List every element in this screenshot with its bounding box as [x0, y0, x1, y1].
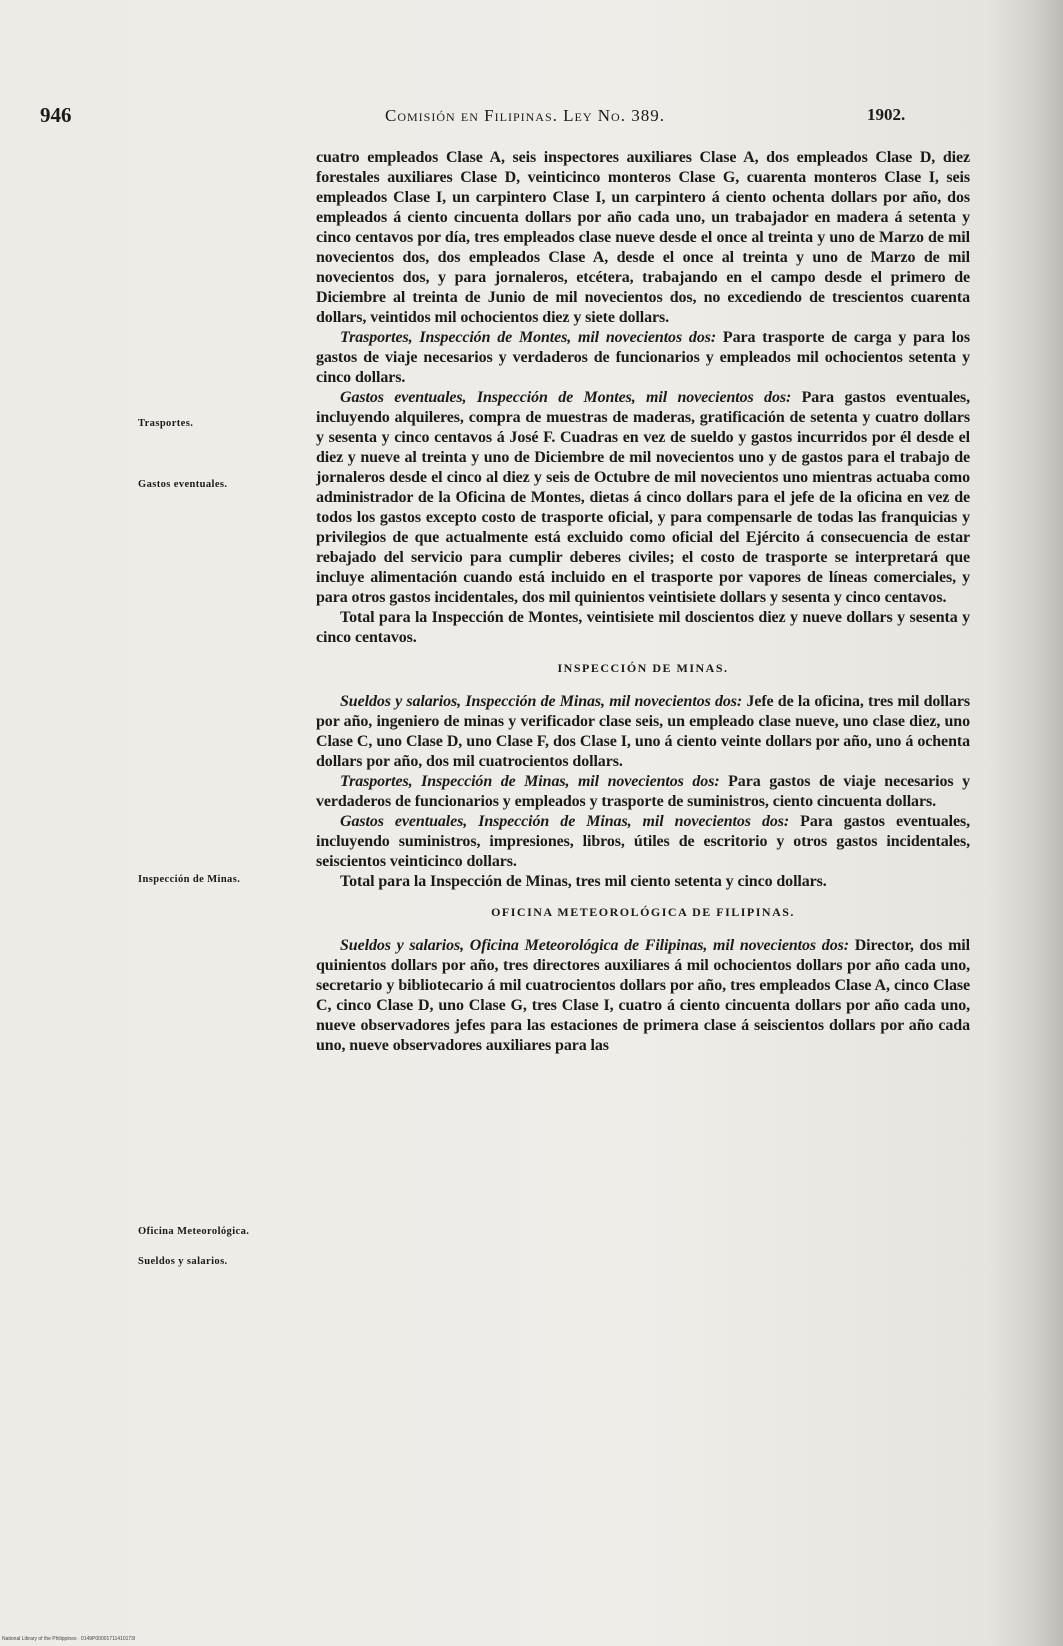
margin-note-gastos-eventuales: Gastos eventuales.	[138, 479, 228, 490]
section-heading-meteorologica: OFICINA METEOROLÓGICA DE FILIPINAS.	[491, 905, 795, 919]
paragraph-lead: Sueldos y salarios, Oficina Meteorológica de Filipinas, mil novecientos dos:	[340, 937, 849, 954]
paragraph-gastos-minas	[316, 812, 970, 872]
margin-note-oficina-meteorologica: Oficina Meteorológica.	[138, 1226, 250, 1237]
paragraph-text: Para gastos eventuales, incluyendo alquileres, compra de muestras de maderas, gratificación de setenta y cuatro dollars y sesenta y cinco centavos á José F. Cuadras en vez de sueldo y gastos incurridos por él desde el diez y nueve al treinta y uno de Diciembre de mil novecientos uno y de gastos para el trabajo de jornaleros desde el cinco al diez y seis de Octubre de mil novecientos uno mientras actuaba como administrador de la Oficina de Montes, dietas á cinco dollars para el jefe de la oficina en vez de todos los gastos excepto costo de trasporte oficial, y para compensarle de todas las franquicias y privilegios de que actualmente está excluido como oficial del Ejército á consecuencia de estar rebajado del servicio para cumplir deberes civiles; el costo de trasporte se interpretará que incluye alimentación cuando está incluido en el trasporte por vapores de líneas comerciales, y para otros gastos incidentales, dos mil quinientos veintisiete dollars y sesenta y cinco centavos.	[316, 389, 971, 606]
paragraph-sueldos-meteorologica	[316, 936, 970, 1056]
header-year: 1902.	[867, 105, 906, 124]
paragraph-gastos-montes	[316, 388, 970, 608]
paragraph-text: Director, dos mil quinientos dollars por año, tres directores auxiliares á mil ochocientos dollars por año cada uno, secretario y bibliotecario á mil cuatrocientos dollars por año, tres empleados Clase A, cinco Clase C, cinco Clase D, uno Clase G, tres Clase I, cuatro á ciento cincuenta dollars por año cada uno, nueve observadores jefes para las estaciones de primera clase á seiscientos dollars por año cada uno, nueve observadores auxiliares para las	[316, 937, 970, 1054]
paragraph-lead: Gastos eventuales, Inspección de Minas, mil novecientos dos:	[340, 813, 790, 830]
paragraph-text: Para gastos de viaje necesarios y verdaderos de funcionarios y empleados y trasporte de suministros, ciento cincuenta dollars.	[316, 773, 970, 810]
page-header	[40, 103, 950, 135]
paragraph-text: Jefe de la oficina, tres mil dollars por año, ingeniero de minas y verificador clase seis, un empleado clase nueve, uno clase diez, uno Clase C, uno Clase D, uno Clase F, dos Clase I, uno á ciento veinte dollars por año, uno á ochenta dollars por año, dos mil cuatrocientos dollars.	[316, 693, 970, 770]
paragraph-text: Para trasporte de carga y para los gastos de viaje necesarios y verdaderos de funcionarios y empleados mil ochocientos setenta y cinco dollars.	[316, 329, 970, 386]
paragraph-lead: Trasportes, Inspección de Minas, mil novecientos dos:	[340, 773, 720, 790]
paragraph-lead: Gastos eventuales, Inspección de Montes, mil novecientos dos:	[340, 389, 792, 406]
page-number: 946	[40, 103, 72, 127]
section-heading-minas: INSPECCIÓN DE MINAS.	[557, 661, 729, 675]
paragraph-total-montes: Total para la Inspección de Montes, veintisiete mil doscientos diez y nueve dollars y sesenta y cinco centavos.	[316, 609, 970, 646]
paragraph-lead: Trasportes, Inspección de Montes, mil novecientos dos:	[340, 329, 717, 346]
paragraph-trasportes-montes	[316, 328, 970, 388]
paragraph-text: Para gastos eventuales, incluyendo suministros, impresiones, libros, útiles de escritorio y otros gastos incidentales, seiscientos veinticinco dollars.	[316, 813, 970, 870]
paragraph-lead: Sueldos y salarios, Inspección de Minas, mil novecientos dos:	[340, 693, 743, 710]
margin-note-trasportes: Trasportes.	[138, 418, 194, 429]
paragraph-total-minas: Total para la Inspección de Minas, tres mil ciento setenta y cinco dollars.	[340, 873, 827, 890]
paragraph-sueldos-minas	[316, 692, 970, 772]
running-head: Comisión en Filipinas. Ley No. 389.	[385, 106, 665, 125]
margin-note-inspeccion-minas: Inspección de Minas.	[138, 874, 241, 885]
body-text	[316, 148, 970, 1056]
paragraph-personal-montes: cuatro empleados Clase A, seis inspectores auxiliares Clase A, dos empleados Clase D, diez forestales auxiliares Clase D, veinticinco monteros Clase G, cuarenta monteros Clase I, seis empleados Clase I, un carpintero Clase I, un carpintero á ciento ochenta dollars por año, dos empleados á ciento cincuenta dollars por año cada uno, un trabajador en madera á setenta y cinco centavos por día, tres empleados clase nueve desde el once al treinta y uno de Marzo de mil novecientos dos, dos empleados Clase A, desde el once al treinta y uno de Marzo de mil novecientos dos, y para jornaleros, etcétera, trabajando en el campo desde el primero de Diciembre al treinta de Junio de mil novecientos dos, no excediendo de trescientos cuarenta dollars, veintidos mil ochocientos diez y siete dollars.	[316, 149, 970, 326]
footer-source: National Library of the Philippines · 0149P00001711410173l	[2, 1636, 136, 1642]
margin-note-sueldos-salarios: Sueldos y salarios.	[138, 1256, 228, 1267]
paragraph-trasportes-minas	[316, 772, 970, 812]
